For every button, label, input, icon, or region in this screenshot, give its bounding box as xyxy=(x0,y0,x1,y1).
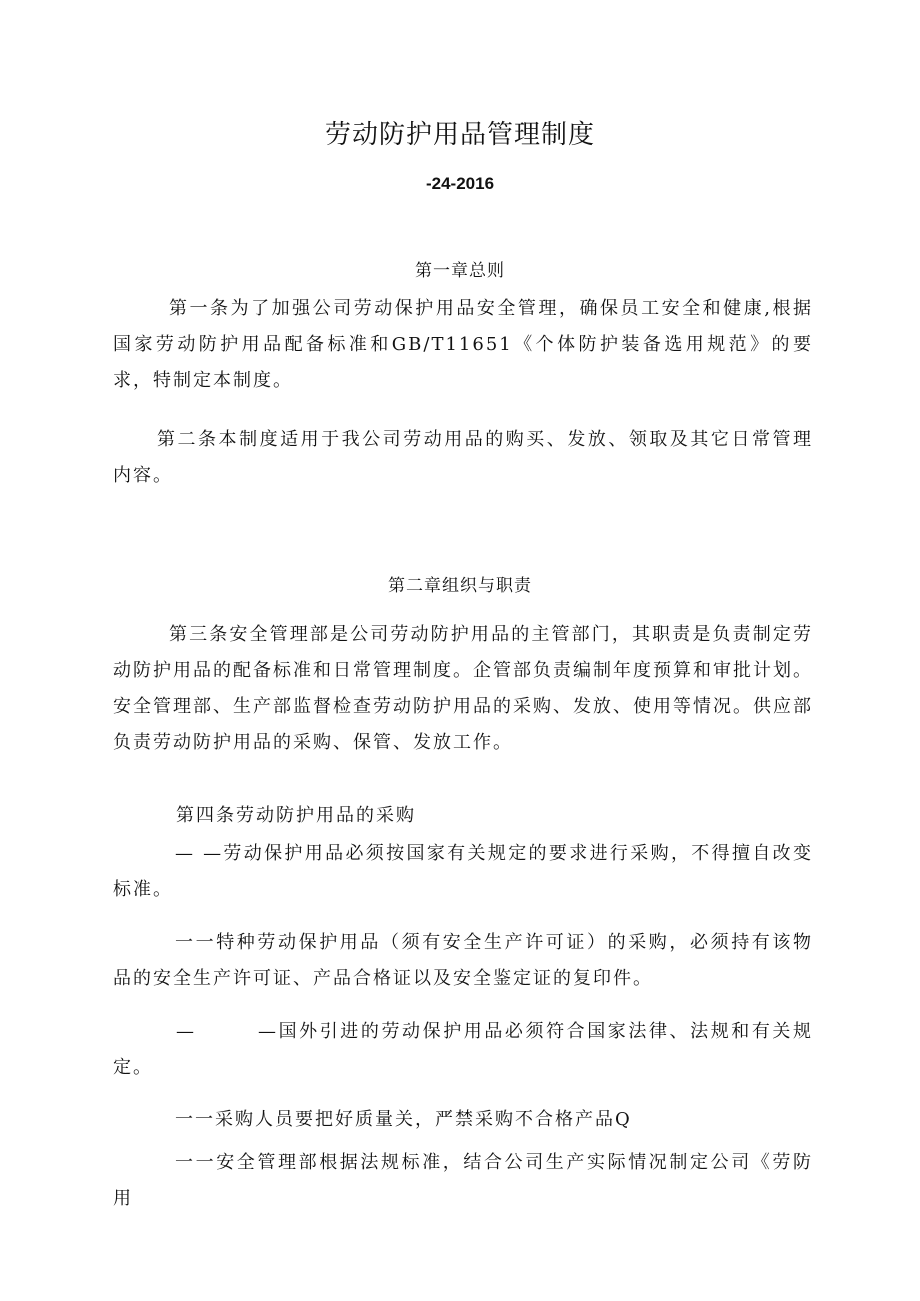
article-4-item-5: 一一安全管理部根据法规标准，结合公司生产实际情况制定公司《劳防用 xyxy=(113,1152,813,1209)
chapter-1-heading: 第一章总则 xyxy=(415,261,505,281)
article-4-item-2: 一一特种劳动保护用品（须有安全生产许可证）的采购，必须持有该物品的安全生产许可证、产品合格证以及安全鉴定证的复印件。 xyxy=(113,932,813,989)
article-4-item-3-dash: — xyxy=(176,1021,196,1042)
article-4-item-3: —国外引进的劳动保护用品必须符合国家法律、法规和有关规定。 xyxy=(113,1021,813,1078)
article-3: 第三条安全管理部是公司劳动防护用品的主管部门，其职责是负责制定劳动防护用品的配备标准和日常管理制度。企管部负责编制年度预算和审批计划。安全管理部、生产部监督检查劳动防护用品的采购、发放、使用等情况。供应部负责劳动防护用品的采购、保管、发放工作。 xyxy=(113,624,813,753)
document-date: -24-2016 xyxy=(425,174,495,193)
article-2: 第二条本制度适用于我公司劳动用品的购买、发放、领取及其它日常管理内容。 xyxy=(113,429,813,486)
article-4-item-1: — —劳动保护用品必须按国家有关规定的要求进行采购，不得擅自改变标准。 xyxy=(113,843,813,900)
document-title: 劳动防护用品管理制度 xyxy=(324,120,595,150)
article-4-item-4: 一一采购人员要把好质量关，严禁采购不合格产品Q xyxy=(175,1109,632,1130)
article-4-heading: 第四条劳动防护用品的采购 xyxy=(176,805,416,826)
article-1: 第一条为了加强公司劳动保护用品安全管理，确保员工安全和健康,根据国家劳动防护用品配备标准和GB/T11651《个体防护装备选用规范》的要求，特制定本制度。 xyxy=(113,298,813,391)
chapter-2-heading: 第二章组织与职责 xyxy=(388,576,532,596)
